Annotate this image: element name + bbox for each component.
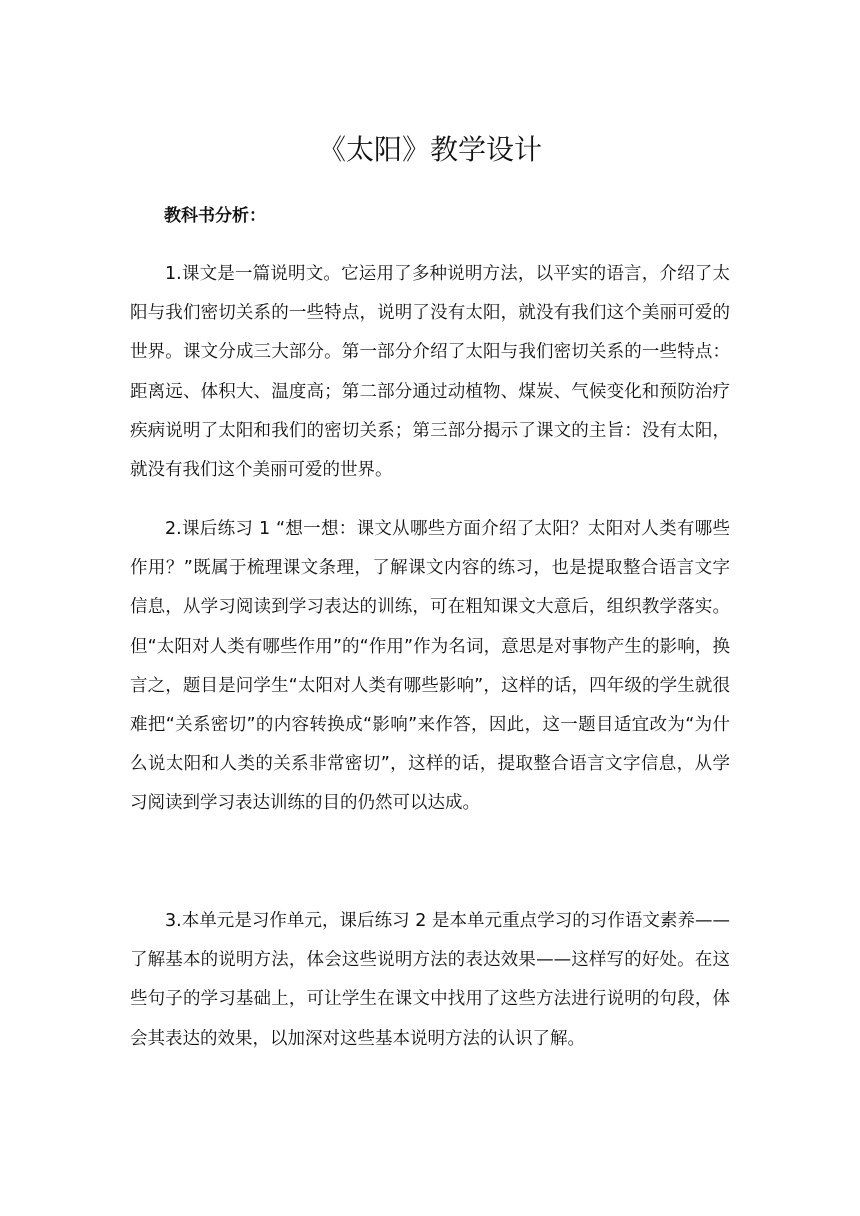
paragraph-2: 2.课后练习 1 “想一想：课文从哪些方面介绍了太阳？太阳对人类有哪些作用？”既属于梳理课文条理，了解课文内容的练习，也是提取整合语言文字信息，从学习阅读到学习表达的训练，可在粗知课文大意后，组织教学落实。但“太阳对人类有哪些作用”的“作用”作为名词，意思是对事物产生的影响，换言之，题目是问学生“太阳对人类有哪些影响”，这样的话，四年级的学生就很难把“关系密切”的内容转换成“影响”来作答，因此，这一题目适宜改为“为什么说太阳和人类的关系非常密切”，这样的话，提取整合语言文字信息，从学习阅读到学习表达训练的目的仍然可以达成。 <box>130 519 730 814</box>
paragraph-1: 1.课文是一篇说明文。它运用了多种说明方法，以平实的语言，介绍了太阳与我们密切关系的一些特点，说明了没有太阳，就没有我们这个美丽可爱的世界。课文分成三大部分。第一部分介绍了太阳与我们密切关系的一些特点：距离远、体积大、温度高；第二部分通过动植物、煤炭、气候变化和预防治疗疾病说明了太阳和我们的密切关系；第三部分揭示了课文的主旨：没有太阳，就没有我们这个美丽可爱的世界。 <box>130 264 730 481</box>
document-title: 《太阳》教学设计 <box>317 133 542 166</box>
paragraph-3: 3.本单元是习作单元，课后练习 2 是本单元重点学习的习作语文素养——了解基本的说明方法，体会这些说明方法的表达效果——这样写的好处。在这些句子的学习基础上，可让学生在课文中找用了这些方法进行说明的句段，体会其表达的效果，以加深对这些基本说明方法的认识了解。 <box>130 911 730 1049</box>
section-heading: 教科书分析： <box>164 206 266 226</box>
